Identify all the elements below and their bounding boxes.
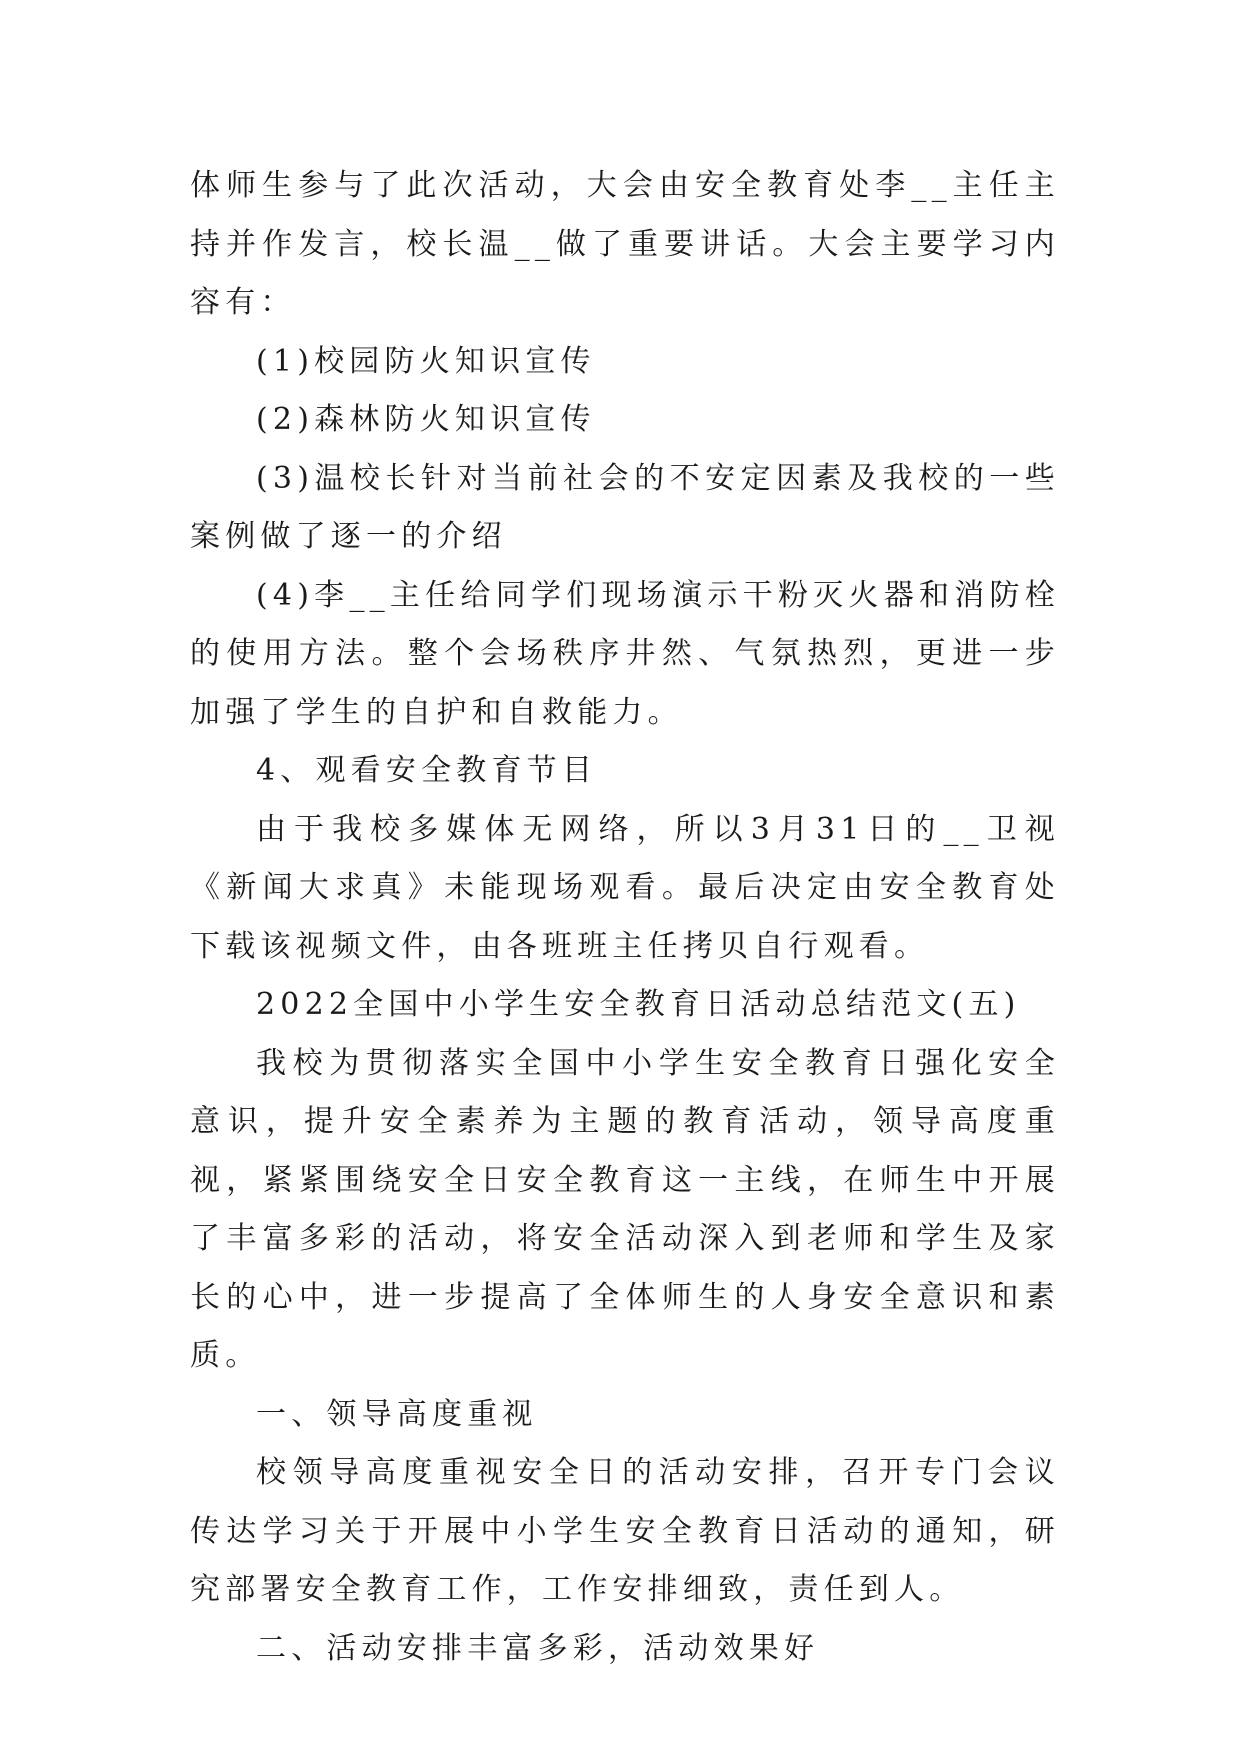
paragraph-leadership: 校领导高度重视安全日的活动安排，召开专门会议传达学习关于开展中小学生安全教育日活动的通知，研究部署安全教育工作，工作安排细致，责任到人。: [190, 1455, 1060, 1607]
list-item-principal-talk: (3)温校长针对当前社会的不安定因素及我校的一些案例做了逐一的介绍: [190, 460, 1060, 554]
paragraph-intro: 我校为贯彻落实全国中小学生安全教育日强化安全意识，提升安全素养为主题的教育活动，领导高度重视，紧紧围绕安全日安全教育这一主线，在师生中开展了丰富多彩的活动，将安全活动深入到老师和学生及家长的心中，进一步提高了全体师生的人身安全意识和素质。: [190, 1045, 1060, 1373]
list-item-campus-fire: (1)校园防火知识宣传: [256, 343, 596, 379]
paragraph-continuation: 体师生参与了此次活动，大会由安全教育处李__主任主持并作发言，校长温__做了重要讲话。大会主要学习内容有：: [190, 168, 1060, 320]
document-page: [190, 157, 1060, 1678]
list-item-forest-fire: (2)森林防火知识宣传: [256, 402, 596, 437]
article-title: 2022全国中小学生安全教育日活动总结范文(五): [256, 987, 1021, 1022]
section-heading-activities: 二、活动安排丰富多彩，活动效果好: [256, 1630, 820, 1666]
section-heading-watch-program: 4、观看安全教育节目: [256, 753, 598, 788]
paragraph-video: 由于我校多媒体无网络，所以3月31日的__卫视《新闻大求真》未能现场观看。最后决定由安全教育处下载该视频文件，由各班班主任拷贝自行观看。: [190, 811, 1060, 964]
section-heading-leadership: 一、领导高度重视: [256, 1396, 538, 1432]
list-item-extinguisher-demo: (4)李__主任给同学们现场演示干粉灭火器和消防栓的使用方法。整个会场秩序井然、气氛热烈，更进一步加强了学生的自护和自救能力。: [190, 577, 1060, 730]
